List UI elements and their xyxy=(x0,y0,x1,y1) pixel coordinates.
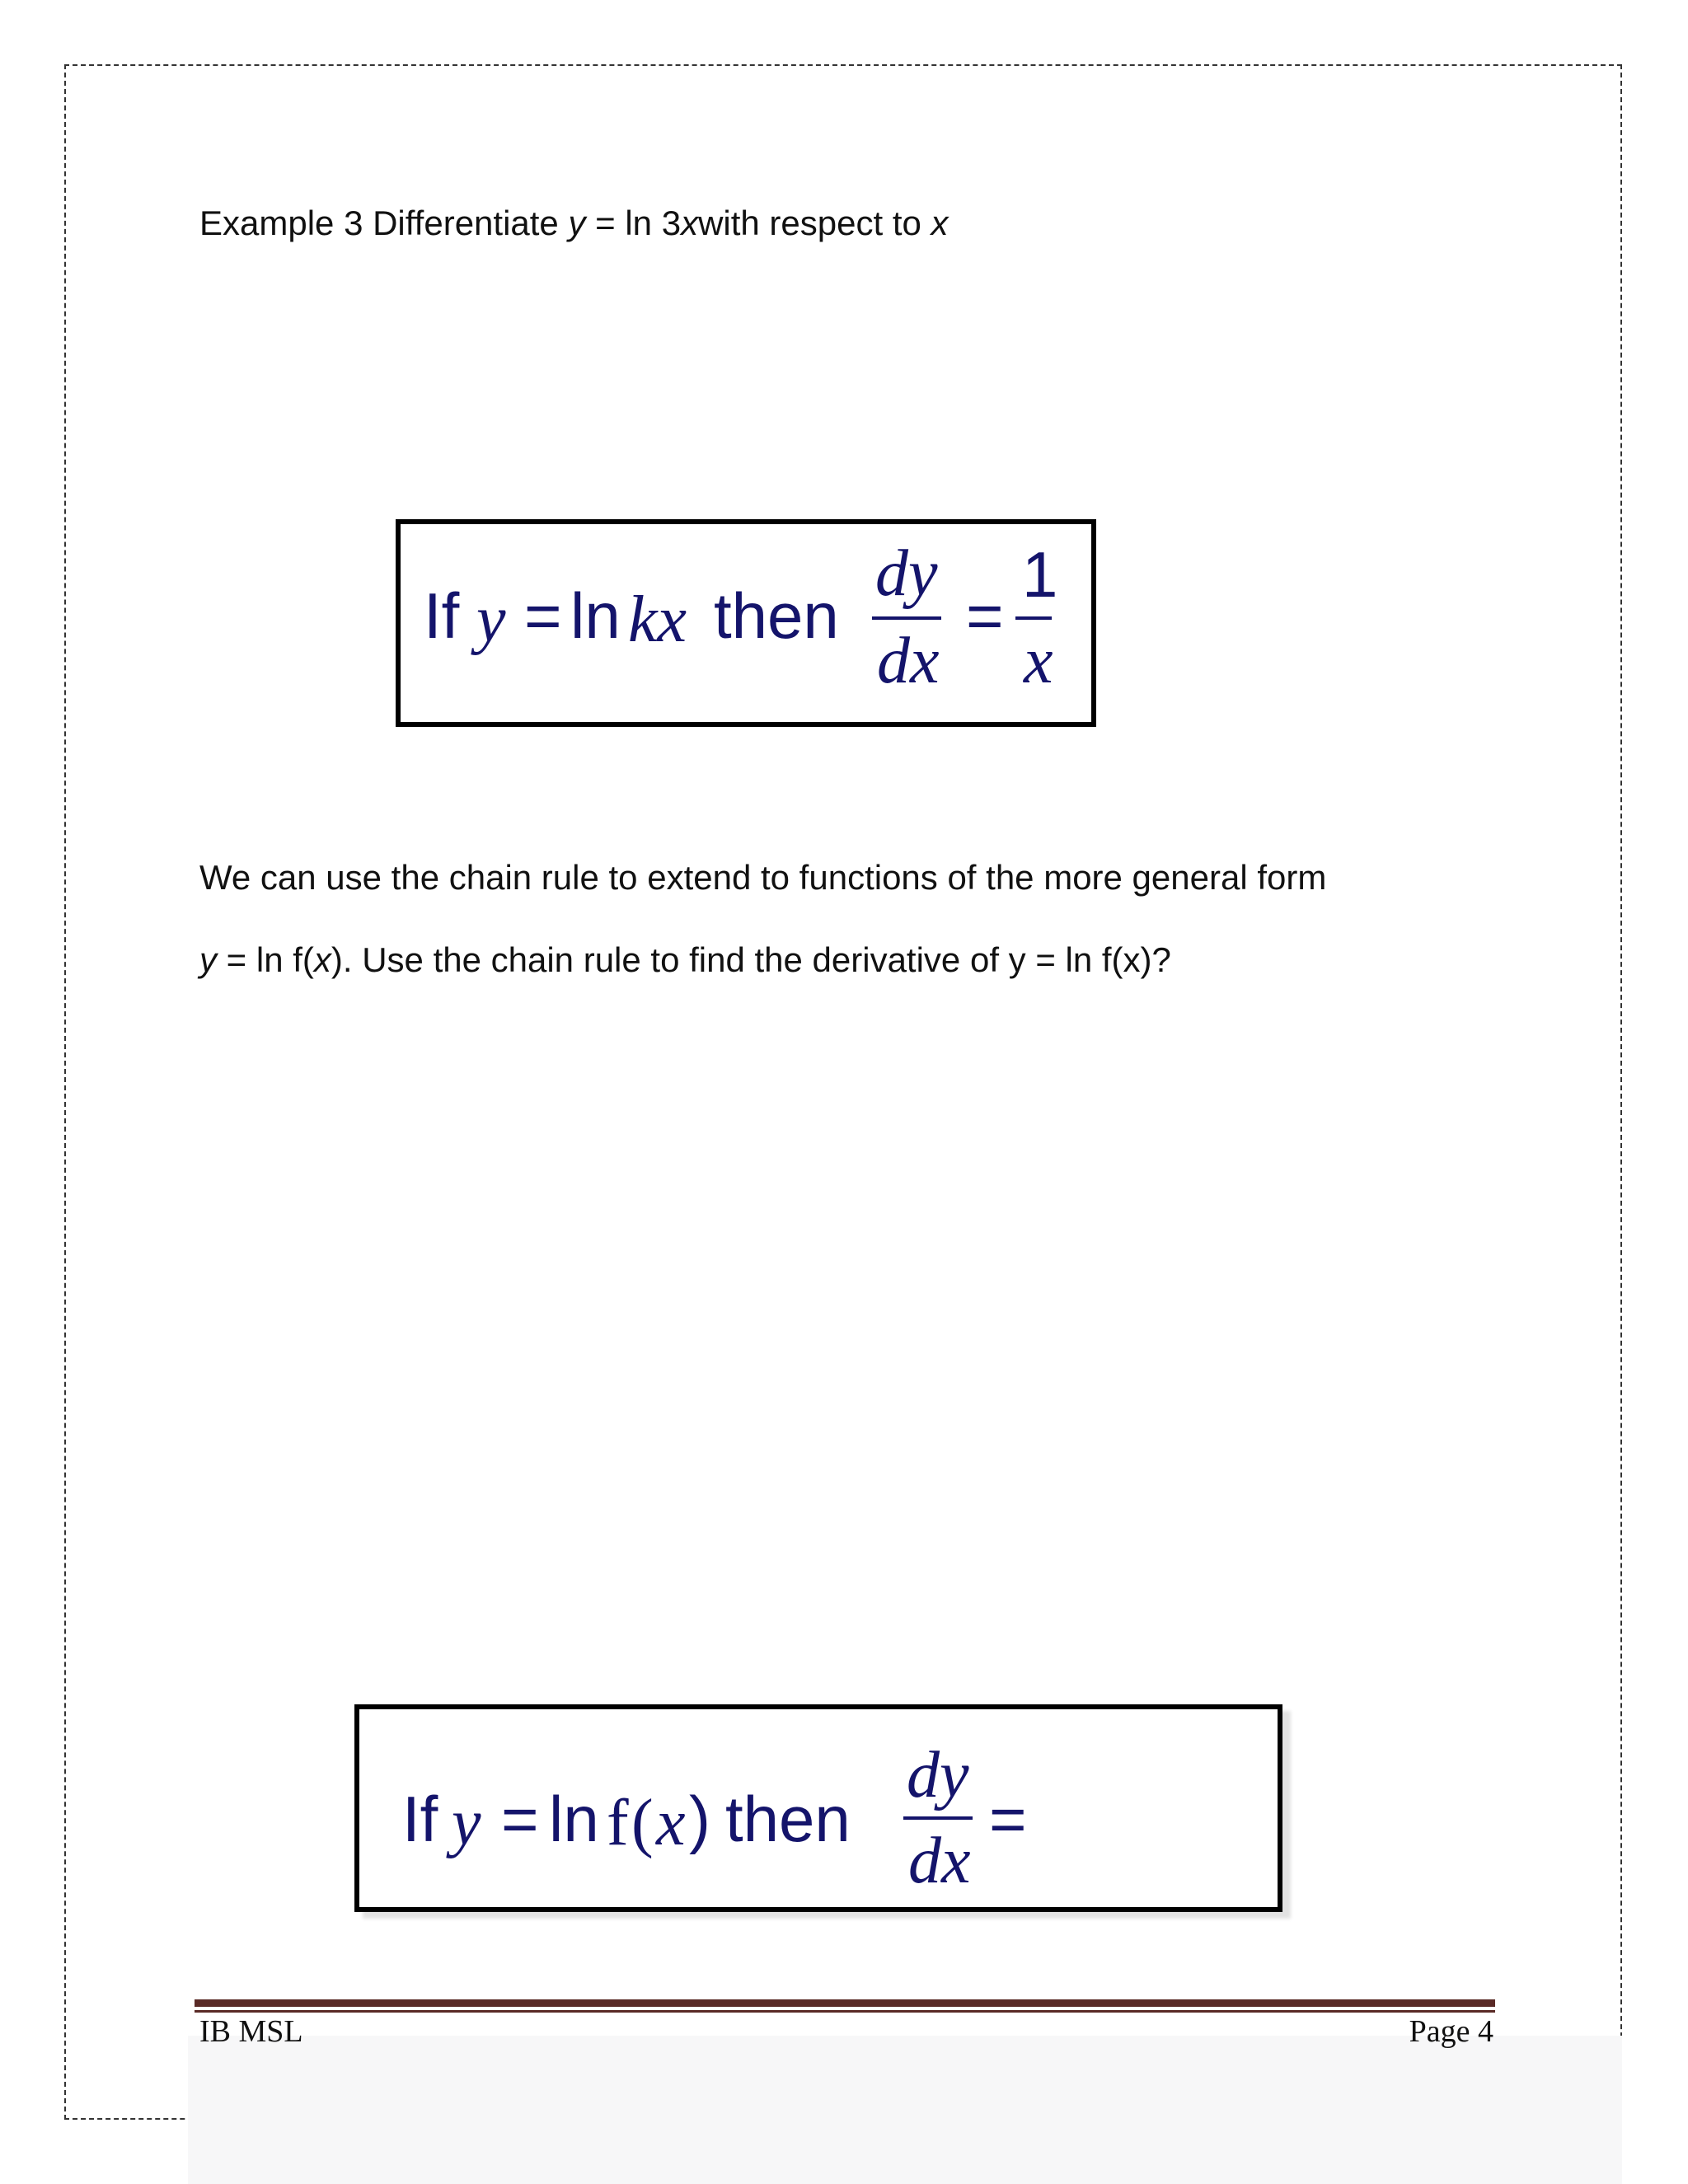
footer-page-number: Page 4 xyxy=(1409,2014,1493,2049)
footer-left: IB MSL xyxy=(199,2014,303,2049)
example-mid: = ln 3 xyxy=(585,204,682,242)
formula1-eq2: = xyxy=(966,579,1004,652)
formula2-dx: dx xyxy=(908,1825,971,1897)
example-var-y: y xyxy=(568,204,586,242)
example-var-x: x xyxy=(681,204,699,242)
formula1-then: then xyxy=(714,579,839,652)
formula2-y: y xyxy=(452,1787,481,1859)
formula2-dy: dy xyxy=(907,1739,969,1811)
formula1-kx: kx xyxy=(628,583,687,656)
paragraph-line-2 xyxy=(199,940,1171,979)
paragraph-var-y: y xyxy=(199,940,217,979)
example-var-x2: x xyxy=(931,204,949,242)
formula1-y: y xyxy=(476,583,506,656)
formula2-ln: ln xyxy=(549,1783,599,1855)
paragraph-line2-a: = ln f( xyxy=(217,940,314,979)
paragraph-line-1: We can use the chain rule to extend to functions of the more general form xyxy=(199,858,1327,897)
formula1-dy: dy xyxy=(875,537,938,610)
formula2-eq: = xyxy=(501,1783,539,1855)
formula1-if: If xyxy=(424,579,460,652)
paragraph-var-x: x xyxy=(313,940,331,979)
formula1-frac-bar-dydx xyxy=(872,616,941,620)
formula1-num: 1 xyxy=(1022,538,1058,611)
formula2-f: f xyxy=(607,1787,629,1859)
formula2-close-paren: ) xyxy=(689,1783,710,1855)
formula1-ln: ln xyxy=(570,579,621,652)
formula-box-ln-kx xyxy=(396,519,1096,727)
footer-rule xyxy=(195,1999,1495,2007)
formula2-open-paren: ( xyxy=(631,1787,654,1859)
formula2-if: If xyxy=(402,1783,438,1855)
paragraph-line2-b: ). Use the chain rule to find the derivative of y = ln f(x)? xyxy=(331,940,1171,979)
formula1-den: x xyxy=(1024,625,1053,697)
formula1-dx: dx xyxy=(877,625,940,697)
formula2-then: then xyxy=(725,1783,851,1855)
bottom-shade xyxy=(188,2036,1622,2184)
formula1-frac-bar-1x xyxy=(1015,616,1052,620)
example-prefix: Example 3 Differentiate xyxy=(199,204,569,242)
formula2-frac-bar xyxy=(903,1816,973,1820)
formula-box-ln-fx xyxy=(354,1704,1282,1912)
formula1-eq: = xyxy=(524,579,562,652)
formula2-eq2: = xyxy=(989,1783,1027,1855)
footer-rule-thin xyxy=(195,2010,1495,2013)
formula2-x: x xyxy=(656,1787,686,1859)
example-heading xyxy=(199,206,949,241)
example-suffix: with respect to xyxy=(698,204,931,242)
